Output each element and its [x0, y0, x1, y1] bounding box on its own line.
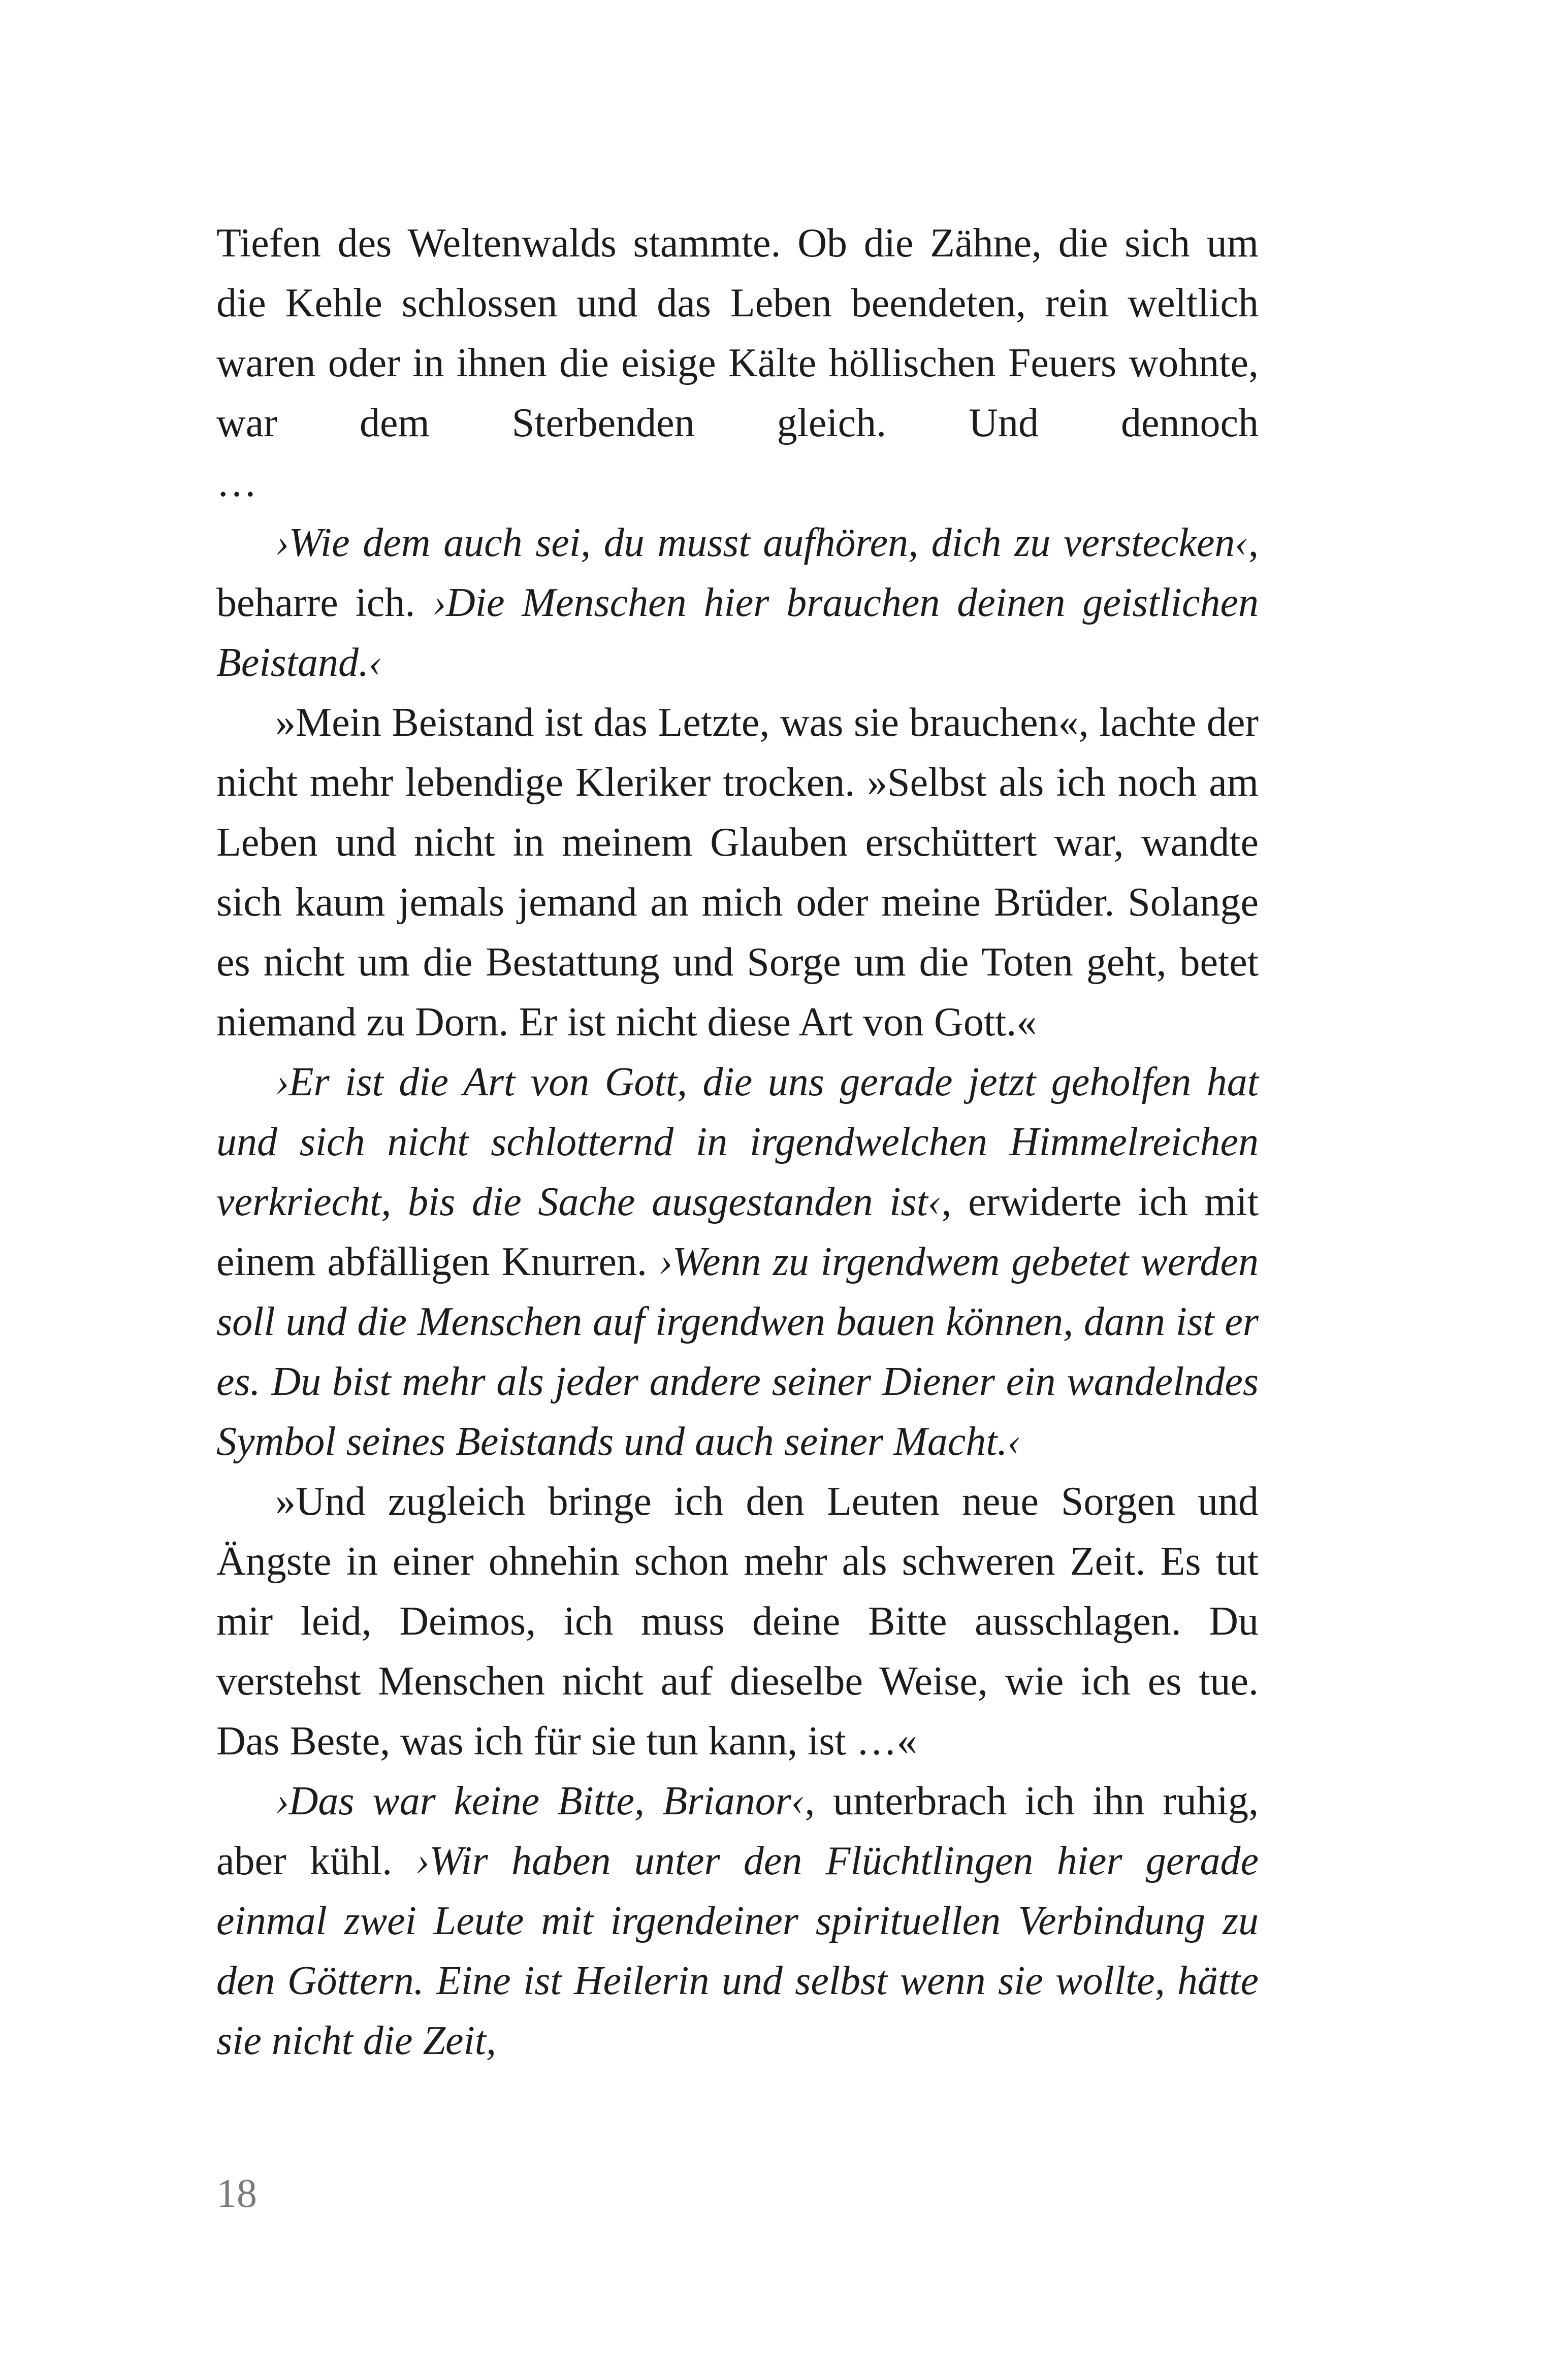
italic-thought: ›Wir haben unter den Flüchtlingen hier gerade einmal zwei Leute mit irgendeiner spirituellen Verbindung zu den Göttern. Eine ist Heilerin und selbst wenn sie wollte, hätte sie nicht die Zeit,	[216, 1839, 1259, 2063]
paragraph-text: Tiefen des Weltenwalds stammte. Ob die Zähne, die sich um die Kehle schlossen und das Leben beendeten, rein weltlich waren oder in ihnen die eisige Kälte höllischen Feuers wohnte, war dem Sterbenden gleich. Und dennoch	[216, 221, 1259, 445]
italic-thought: ›Wie dem auch sei, du musst aufhören, dich zu verstecken‹	[275, 520, 1248, 565]
narration-text: , beharre ich.	[216, 520, 1259, 625]
italic-thought: ›Wenn zu irgendwem gebetet werden soll und die Menschen auf irgendwen bauen können, dann ist er es. Du bist mehr als jeder andere seiner Diener ein wandelndes Symbol seines Beistands und auch seiner Macht.‹	[216, 1240, 1259, 1464]
ellipsis-text: …	[216, 461, 257, 505]
ellipsis-line	[216, 453, 1259, 513]
paragraph-thought-3	[216, 1771, 1259, 2071]
page-number: 18	[216, 2171, 257, 2216]
italic-thought: ›Das war keine Bitte, Brianor‹	[275, 1779, 805, 1823]
dialogue-text: »Und zugleich bringe ich den Leuten neue Sorgen und Ängste in einer ohnehin schon mehr als schweren Zeit. Es tut mir leid, Deimos, ich muss deine Bitte ausschlagen. Du verstehst Menschen nicht auf dieselbe Weise, wie ich es tue. Das Beste, was ich für sie tun kann, ist …«	[216, 1479, 1259, 1764]
paragraph-continuation	[216, 213, 1259, 453]
paragraph-thought-2	[216, 1052, 1259, 1472]
paragraph-dialogue-1	[216, 693, 1259, 1052]
book-page-body	[216, 213, 1259, 2071]
narration-text: , unterbrach ich ihn ruhig, aber kühl.	[216, 1779, 1259, 1883]
paragraph-dialogue-2	[216, 1472, 1259, 1771]
italic-thought: ›Die Menschen hier brauchen deinen geistlichen Beistand.‹	[216, 580, 1259, 685]
narration-text: , erwiderte ich mit einem abfälligen Knurren.	[216, 1180, 1259, 1284]
italic-thought: ›Er ist die Art von Gott, die uns gerade jetzt geholfen hat und sich nicht schlotternd in irgendwelchen Himmelreichen verkriecht, bis die Sache ausgestanden ist‹	[216, 1060, 1259, 1224]
dialogue-text: »Mein Beistand ist das Letzte, was sie brauchen«, lachte der nicht mehr lebendige Kleriker trocken. »Selbst als ich noch am Leben und nicht in meinem Glauben erschüttert war, wandte sich kaum jemals jemand an mich oder meine Brüder. Solange es nicht um die Bestattung und Sorge um die Toten geht, betet niemand zu Dorn. Er ist nicht diese Art von Gott.«	[216, 700, 1259, 1045]
paragraph-thought-1	[216, 513, 1259, 693]
